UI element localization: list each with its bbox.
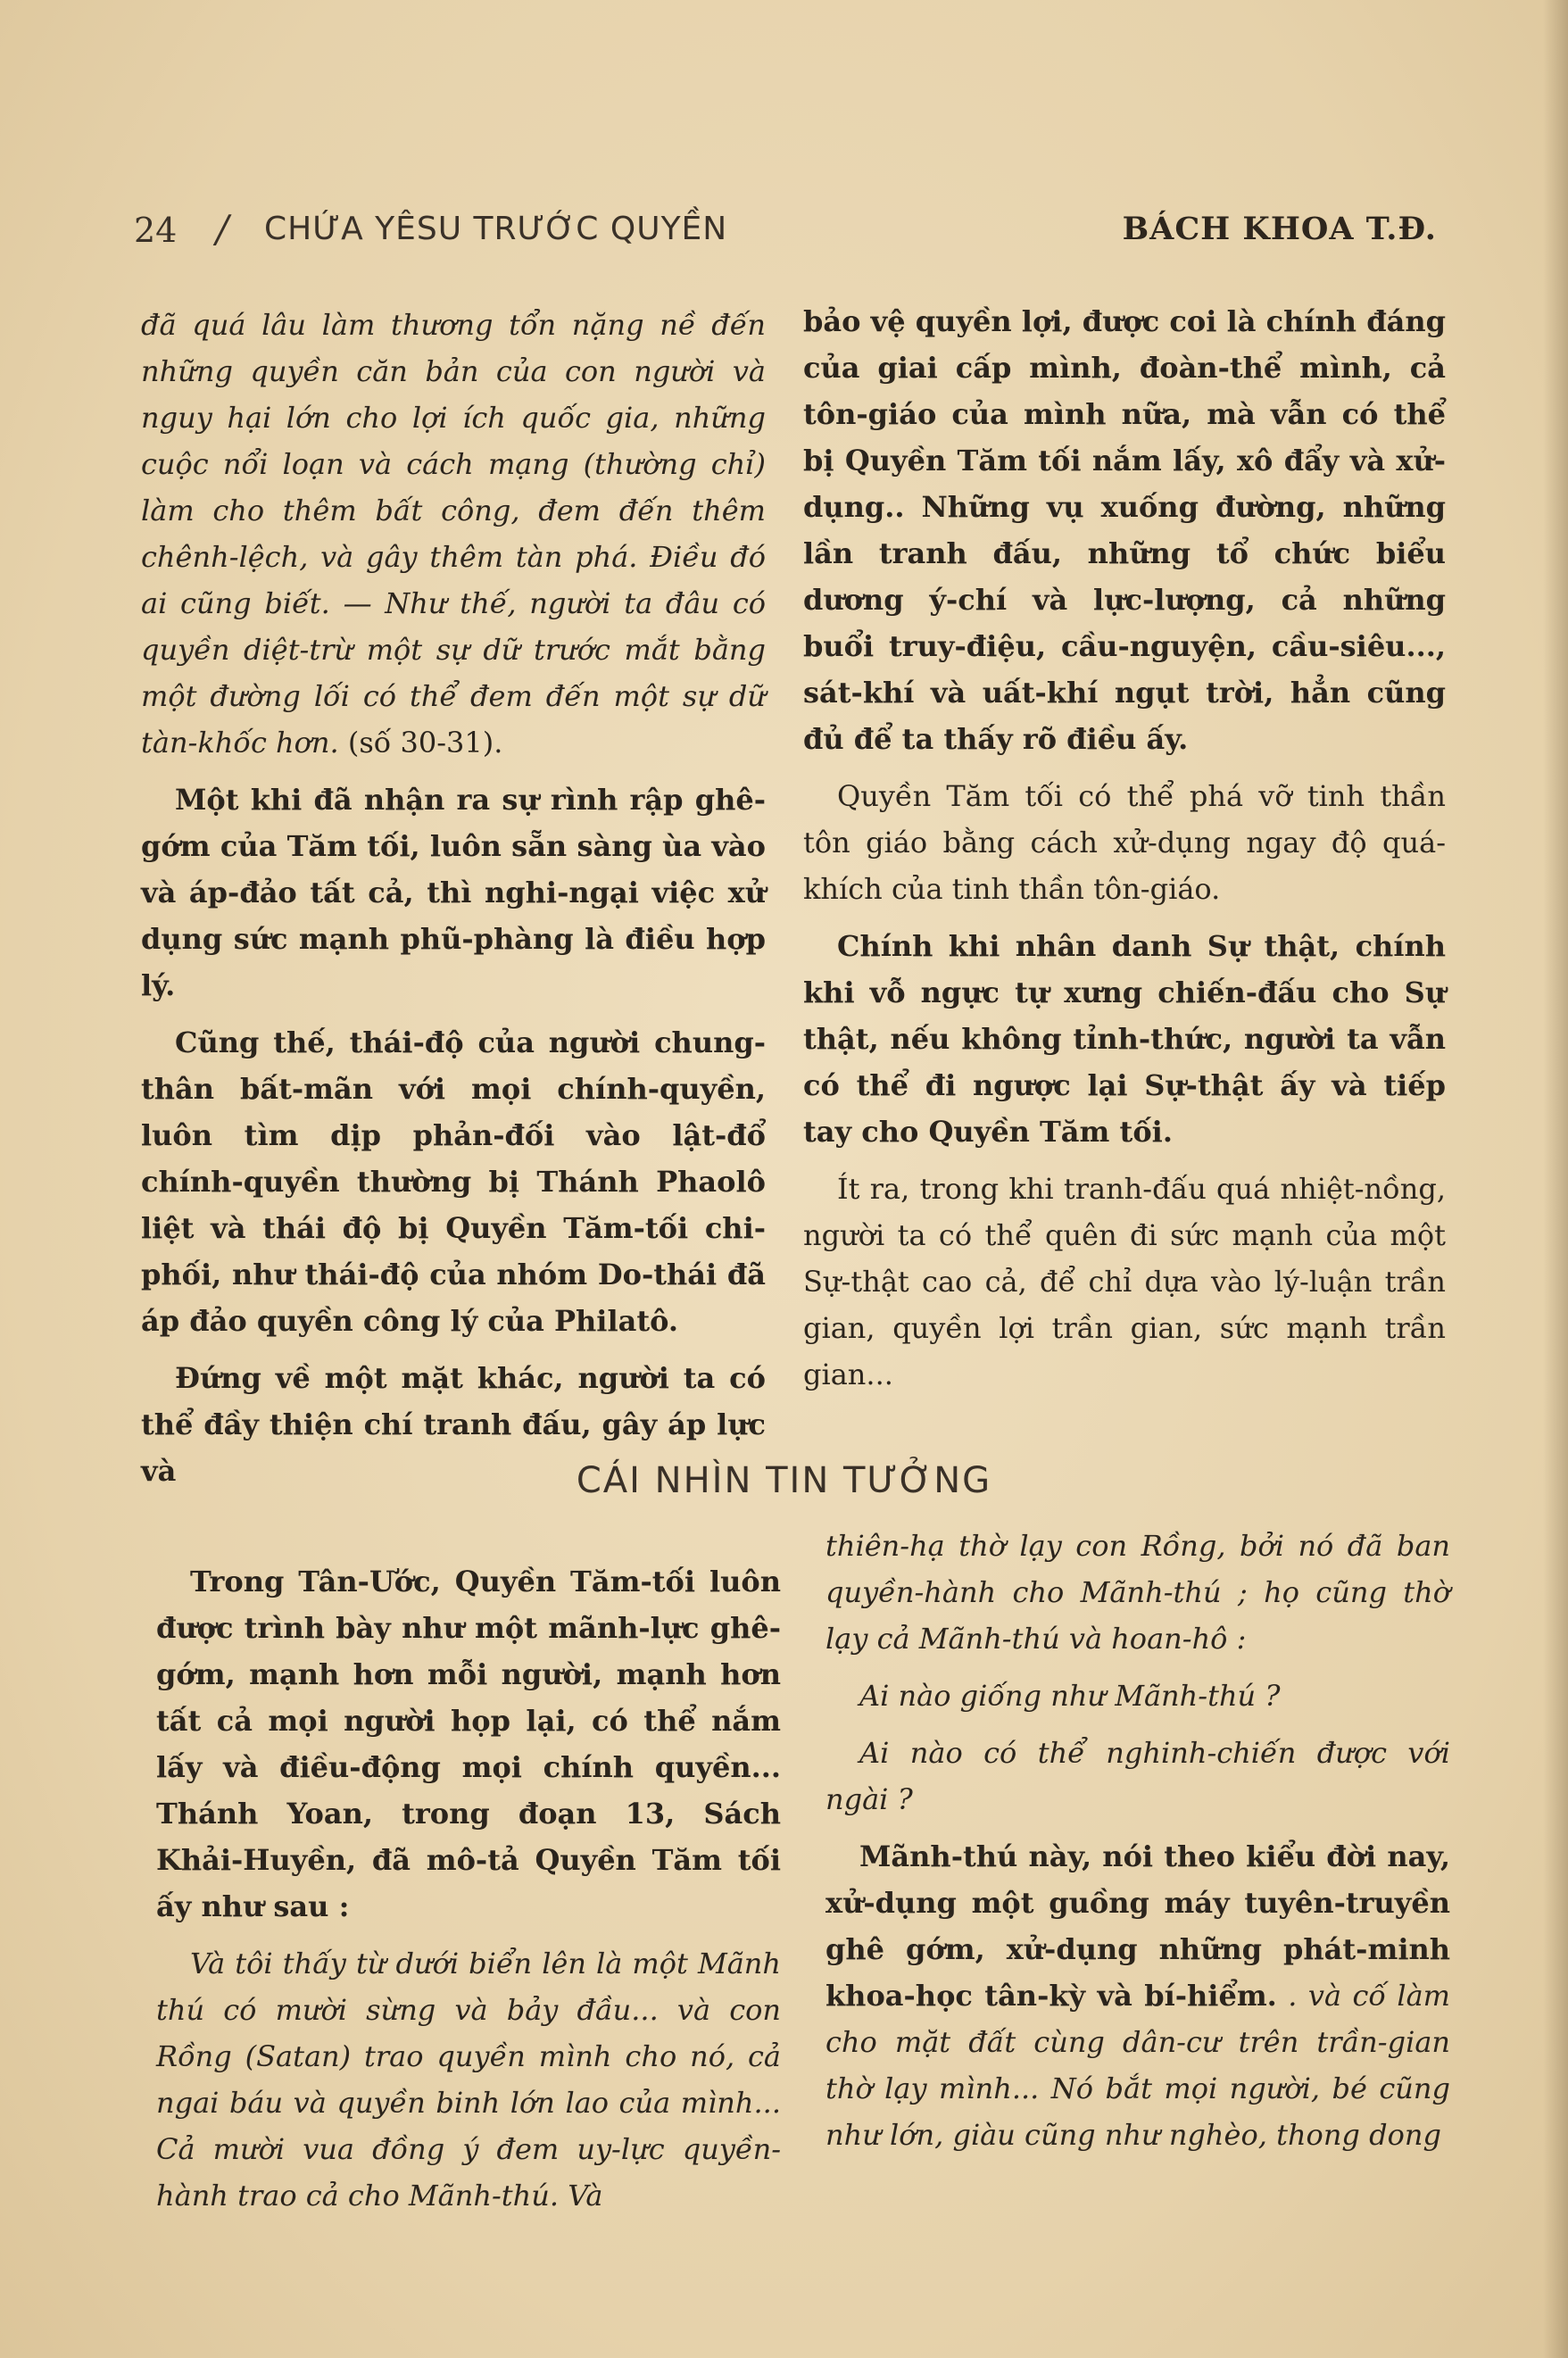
header-separator: /	[216, 207, 229, 251]
paragraph: Ai nào giống như Mãnh-thú ?	[859, 1679, 1281, 1713]
paragraph	[141, 302, 766, 766]
column-bottom-right	[825, 1523, 1450, 2169]
page-edge-shadow	[1543, 0, 1568, 2358]
paragraph: Đứng về một mặt khác, người ta có thể đầy thiện chí tranh đấu, gây áp lực và	[141, 1361, 766, 1488]
page-number: 24	[134, 211, 178, 250]
paragraph: Và tôi thấy từ dưới biển lên là một Mãnh thú có mười sừng và bảy đầu... và con Rồng (Satan) trao quyền mình cho nó, cả ngai báu và quyền binh lớn lao của mình... Cả mười vua đồng ý đem uy-lực quyền-hành trao cả cho Mãnh-thú. Và	[156, 1947, 781, 2213]
paragraph: Chính khi nhân danh Sự thật, chính khi vỗ ngực tự xưng chiến-đấu cho Sự thật, nếu không tỉnh-thức, người ta vẫn có thể đi ngược lại Sự-thật ấy và tiếp tay cho Quyền Tăm tối.	[803, 929, 1446, 1149]
paragraph: Quyền Tăm tối có thể phá vỡ tinh thần tôn giáo bằng cách xử-dụng ngay độ quá-khích của tinh thần tôn-giáo.	[803, 779, 1446, 906]
quote-text: đã quá lâu làm thương tổn nặng nề đến những quyền căn bản của con người và nguy hại lớn cho lợi ích quốc gia, những cuộc nổi loạn và cách mạng (thường chỉ) làm cho thêm bất công, đem đến thêm chênh-lệch, và gây thêm tàn phá. Điều đó ai cũng biết. — Như thế, người ta đâu có quyền diệt-trừ một sự dữ trước mắt bằng một đường lối có thể đem đến một sự dữ tàn-khốc hơn.	[141, 308, 766, 760]
journal-name: BÁCH KHOA T.Đ.	[1122, 211, 1437, 247]
paragraph: Ít ra, trong khi tranh-đấu quá nhiệt-nồng, người ta có thể quên đi sức mạnh của một Sự-thật cao cả, để chỉ dựa vào lý-luận trần gian, quyền lợi trần gian, sức mạnh trần gian...	[803, 1172, 1446, 1391]
paragraph: Một khi đã nhận ra sự rình rập ghê-gớm của Tăm tối, luôn sẵn sàng ùa vào và áp-đảo tất cả, thì nghi-ngại việc xử dụng sức mạnh phũ-phàng là điều hợp lý.	[141, 783, 766, 1002]
paragraph: thiên-hạ thờ lạy con Rồng, bởi nó đã ban quyền-hành cho Mãnh-thú ; họ cũng thờ lạy cả Mãnh-thú và hoan-hô :	[825, 1529, 1450, 1656]
section-title: CÁI NHÌN TIN TƯỞNG	[576, 1460, 992, 1501]
reference: (số 30-31).	[347, 726, 503, 760]
paragraph	[825, 1833, 1450, 2158]
paragraph: Cũng thế, thái-độ của người chung-thân bất-mãn với mọi chính-quyền, luôn tìm dịp phản-đối vào lật-đổ chính-quyền thường bị Thánh Phaolô liệt và thái độ bị Quyền Tăm-tối chi-phối, như thái-độ của nhóm Do-thái đã áp đảo quyền công lý của Philatô.	[141, 1025, 766, 1338]
column-top-right	[803, 298, 1446, 1408]
paragraph: bảo vệ quyền lợi, được coi là chính đáng của giai cấp mình, đoàn-thể mình, cả tôn-giáo của mình nữa, mà vẫn có thể bị Quyền Tăm tối nắm lấy, xô đẩy và xử-dụng.. Những vụ xuống đường, những lần tranh đấu, những tổ chức biểu dương ý-chí và lực-lượng, cả những buổi truy-điệu, cầu-nguyện, cầu-siêu..., sát-khí và uất-khí ngụt trời, hẳn cũng đủ để ta thấy rõ điều ấy.	[803, 304, 1446, 756]
paragraph: Trong Tân-Ước, Quyền Tăm-tối luôn được trình bày như một mãnh-lực ghê-gớm, mạnh hơn mỗi người, mạnh hơn tất cả mọi người họp lại, có thể nắm lấy và điều-động mọi chính quyền... Thánh Yoan, trong đoạn 13, Sách Khải-Huyền, đã mô-tả Quyền Tăm tối ấy như sau :	[156, 1565, 781, 1923]
running-title: CHỨA YÊSU TRƯỚC QUYỀN	[264, 211, 728, 247]
paragraph: Ai nào có thể nghinh-chiến được với ngài ?	[825, 1736, 1450, 1816]
page-header	[134, 203, 1437, 257]
column-top-left	[141, 302, 766, 1505]
paragraph-bold-part: Mãnh-thú này, nói theo kiểu đời nay, xử-dụng một guồng máy tuyên-truyền ghê gớm, xử-dụng những phát-minh khoa-học tân-kỳ và bí-hiểm.	[825, 1839, 1450, 2013]
paragraph-italic-part: . và cố làm cho mặt đất cùng dân-cư trên trần-gian thờ lạy mình... Nó bắt mọi người, bé cũng như lớn, giàu cũng như nghèo, thong dong	[825, 1979, 1451, 2152]
column-bottom-left	[156, 1558, 781, 2229]
